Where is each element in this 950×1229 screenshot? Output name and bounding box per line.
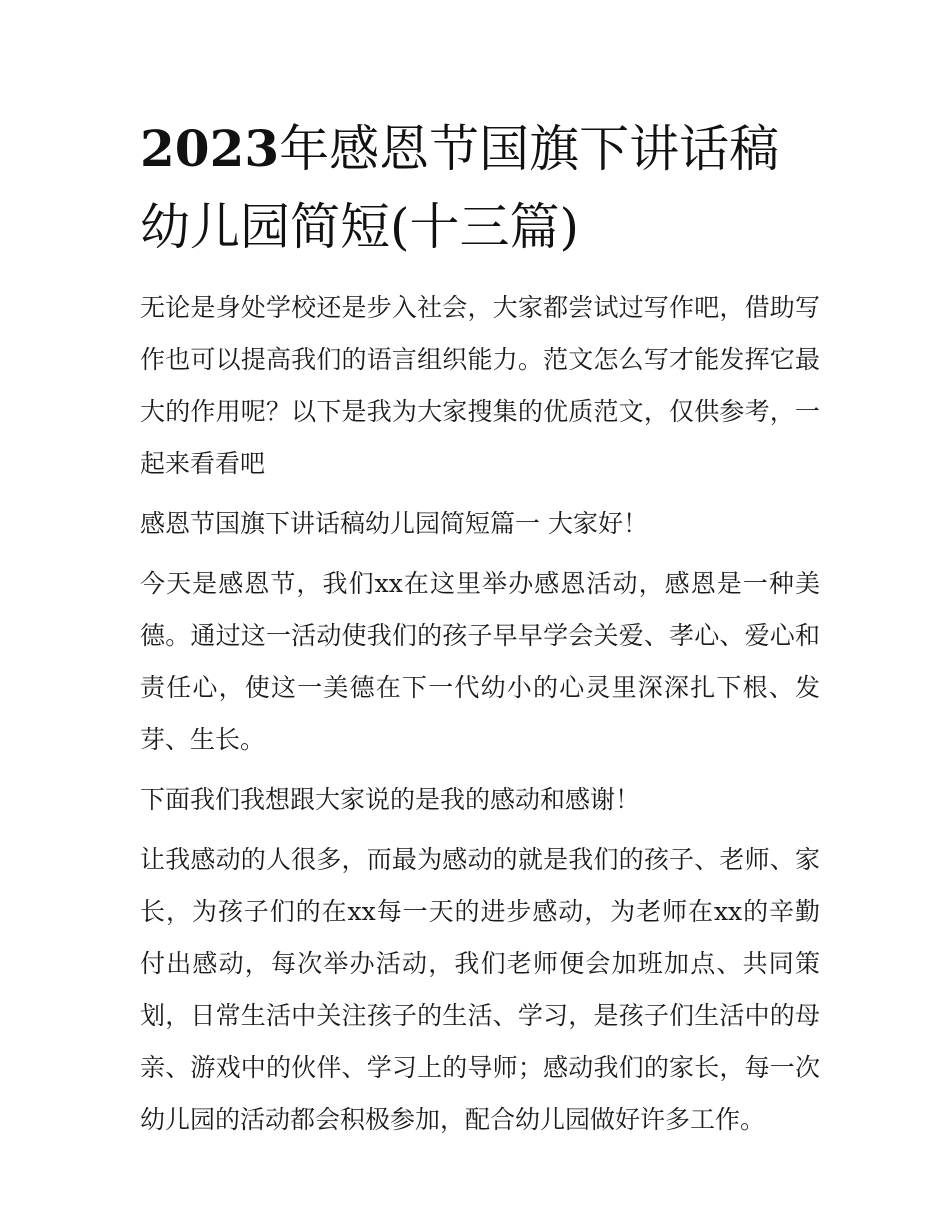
intro-paragraph: 无论是身处学校还是步入社会，大家都尝试过写作吧，借助写作也可以提高我们的语言组织能力。范文怎么写才能发挥它最大的作用呢？以下是我为大家搜集的优质范文，仅供参考，一起来看看吧 <box>140 293 820 478</box>
body-paragraph: 让我感动的人很多，而最为感动的就是我们的孩子、老师、家长，为孩子们的在xx每一天的进步感动，为老师在xx的辛勤付出感动，每次举办活动，我们老师便会加班加点、共同策划，日常生活中关注孩子的生活、学习，是孩子们生活中的母亲、游戏中的伙伴、学习上的导师；感动我们的家长，每一次幼儿园的活动都会积极参加，配合幼儿园做好许多工作。 <box>140 845 820 1134</box>
title-year: 2023 <box>140 119 280 178</box>
document-content <box>140 110 820 1154</box>
document-title <box>140 110 820 266</box>
title-text: 年感恩节国旗下讲话稿幼儿园简短(十三篇) <box>140 120 780 256</box>
body-paragraph: 今天是感恩节，我们xx在这里举办感恩活动，感恩是一种美德。通过这一活动使我们的孩子早早学会关爱、孝心、爱心和责任心，使这一美德在下一代幼小的心灵里深深扎下根、发芽、生长。 <box>140 569 820 754</box>
body-paragraph: 下面我们我想跟大家说的是我的感动和感谢！ <box>140 785 641 814</box>
document-body <box>140 282 820 1146</box>
section-heading-paragraph: 感恩节国旗下讲话稿幼儿园简短篇一 大家好！ <box>140 509 648 538</box>
